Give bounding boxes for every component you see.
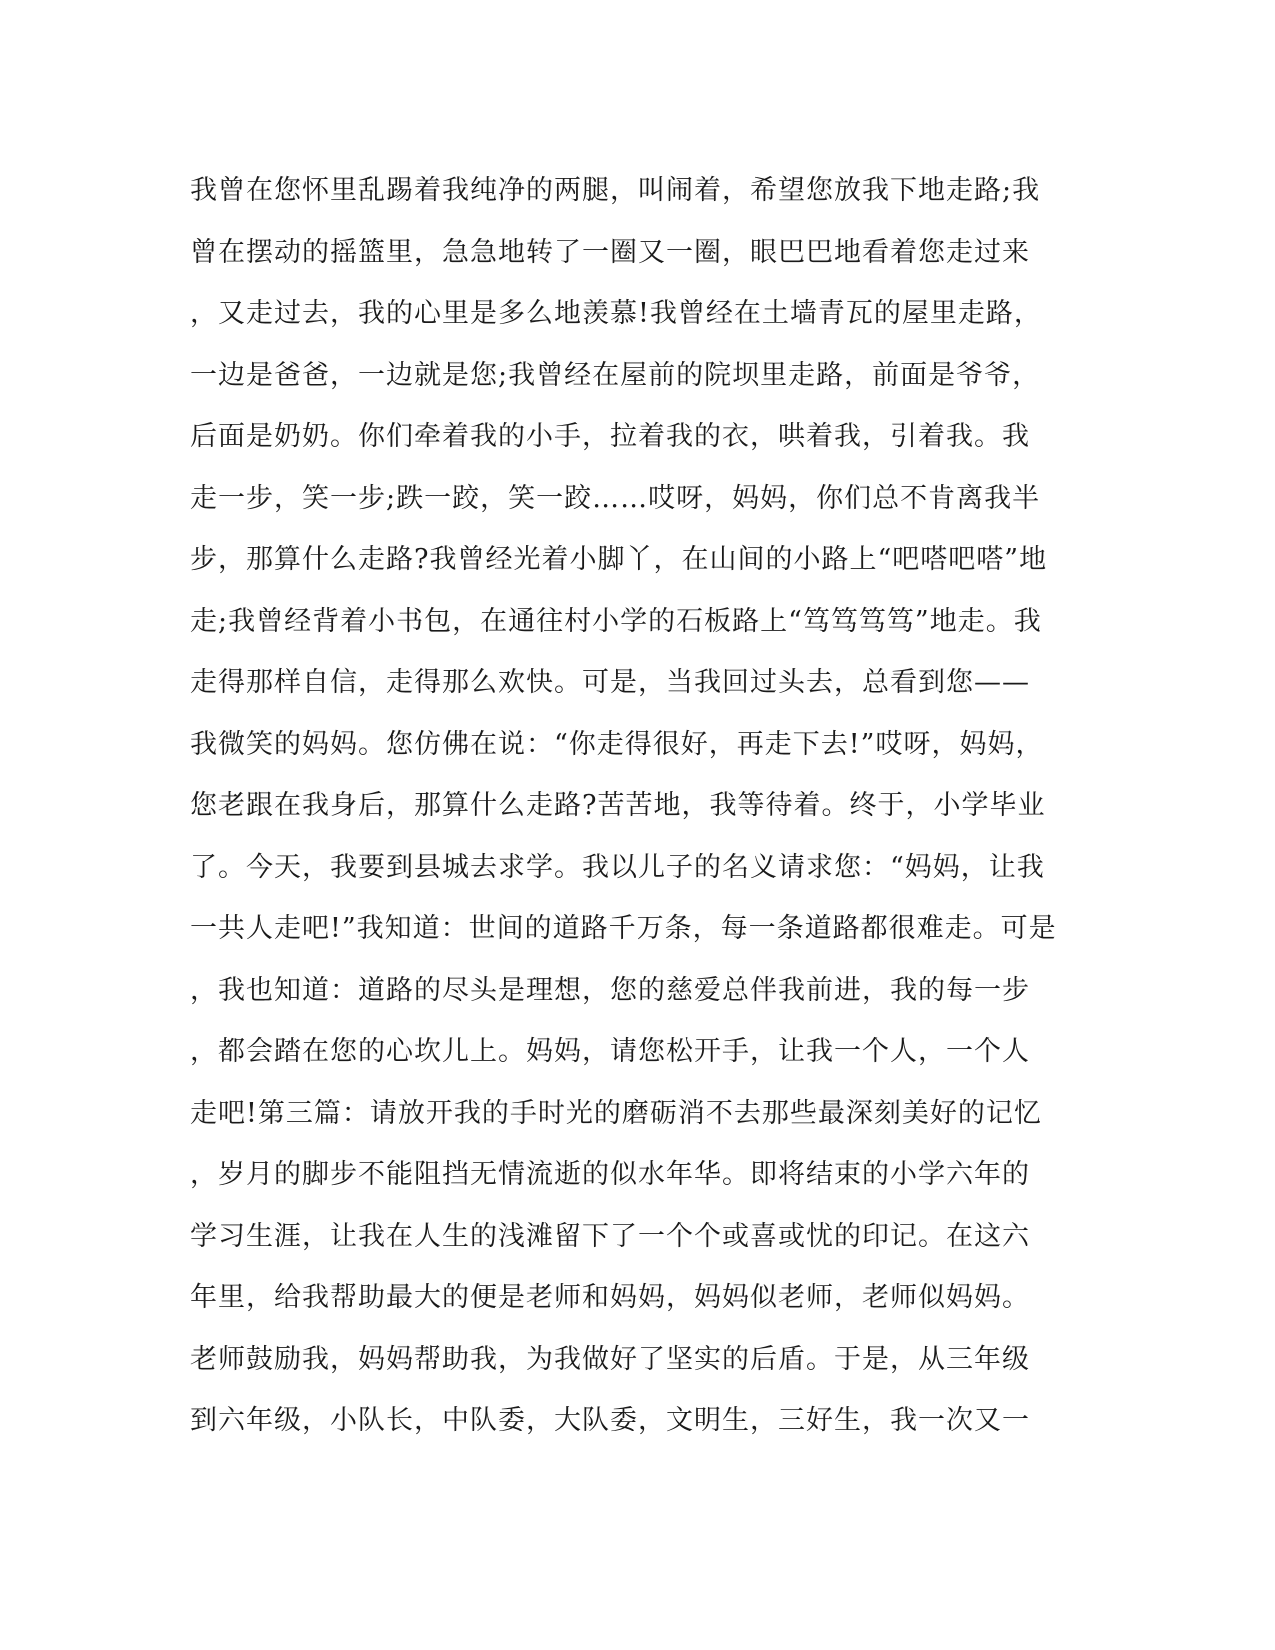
text-line: 走得那样自信，走得那么欢快。可是，当我回过头去，总看到您—— [190,667,1030,698]
text-line: 您老跟在我身后，那算什么走路?苦苦地，我等待着。终于，小学毕业 [190,790,1046,821]
body-text [190,160,1090,1452]
text-line: ，都会踏在您的心坎儿上。妈妈，请您松开手，让我一个人，一个人 [190,1036,1030,1067]
text-line: 后面是奶奶。你们牵着我的小手，拉着我的衣，哄着我，引着我。我 [190,421,1030,452]
text-line: 到六年级，小队长，中队委，大队委，文明生，三好生，我一次又一 [190,1405,1030,1436]
text-line: ，我也知道：道路的尽头是理想，您的慈爱总伴我前进，我的每一步 [190,974,1030,1006]
text-line: 一边是爸爸，一边就是您;我曾经在屋前的院坝里走路，前面是爷爷， [190,359,1041,391]
text-line: ，岁月的脚步不能阻挡无情流逝的似水年华。即将结束的小学六年的 [190,1159,1030,1190]
text-line: 了。今天，我要到县城去求学。我以儿子的名义请求您：“妈妈，让我 [190,851,1045,883]
text-line: 我微笑的妈妈。您仿佛在说：“你走得很好，再走下去!”哎呀，妈妈， [190,728,1044,760]
text-line: 走;我曾经背着小书包，在通往村小学的石板路上“笃笃笃笃”地走。我 [190,605,1042,637]
text-line: 年里，给我帮助最大的便是老师和妈妈，妈妈似老师，老师似妈妈。 [190,1282,1030,1313]
text-line: 曾在摆动的摇篮里，急急地转了一圈又一圈，眼巴巴地看着您走过来 [190,236,1030,268]
text-line: 学习生涯，让我在人生的浅滩留下了一个个或喜或忧的印记。在这六 [190,1220,1030,1252]
text-line: 一共人走吧!”我知道：世间的道路千万条，每一条道路都很难走。可是 [190,913,1057,944]
text-line: 老师鼓励我，妈妈帮助我，为我做好了坚实的后盾。于是，从三年级 [190,1343,1030,1375]
text-line: 步，那算什么走路?我曾经光着小脚丫，在山间的小路上“吧嗒吧嗒”地 [190,544,1048,575]
text-line: 我曾在您怀里乱踢着我纯净的两腿，叫闹着，希望您放我下地走路;我 [190,175,1041,206]
text-line: ，又走过去，我的心里是多么地羡慕!我曾经在土墙青瓦的屋里走路， [190,298,1042,329]
text-line: 走吧!第三篇：请放开我的手时光的磨砺消不去那些最深刻美好的记忆 [190,1097,1042,1129]
text-line: 走一步，笑一步;跌一跤，笑一跤……哎呀，妈妈，你们总不肯离我半 [190,482,1041,514]
